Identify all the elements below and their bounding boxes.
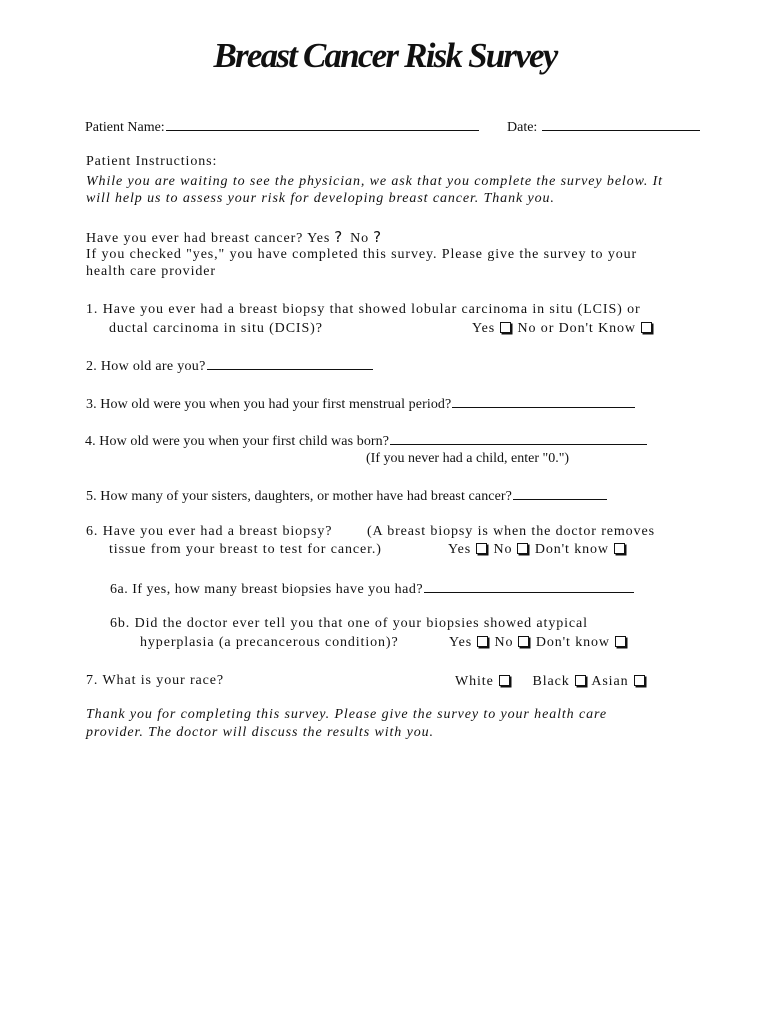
screen-note-1: If you checked "yes," you have completed this survey. Please give the survey to your [86,247,638,262]
q6b-no-label: No [494,635,514,650]
instructions-line-2: will help us to assess your risk for developing breast cancer. Thank you. [86,191,555,206]
race-black-label: Black [532,674,570,689]
date-field[interactable] [542,117,700,131]
q2-label: 2. How old are you? [86,359,206,374]
screen-yes-checkbox[interactable]: ? [334,228,344,246]
q6b-dontknow-checkbox[interactable] [615,636,626,647]
q6-dontknow-checkbox[interactable] [614,543,625,554]
closing-line-1: Thank you for completing this survey. Please give the survey to your health care [86,707,607,722]
q4-note: (If you never had a child, enter "0.") [366,451,570,466]
patient-name-field[interactable] [166,117,479,131]
q1-no-label: No or Don't Know [517,321,636,336]
patient-name-row [85,117,479,136]
q5-answer-field[interactable] [513,486,607,500]
q1-no-checkbox[interactable] [641,322,652,333]
q6-yes-label: Yes [448,542,472,557]
race-asian-label: Asian [591,674,629,689]
q6-paren: (A breast biopsy is when the doctor removes [367,524,655,539]
q3-row [86,394,635,413]
closing-line-2: provider. The doctor will discuss the results with you. [86,725,434,740]
race-black-checkbox[interactable] [575,675,586,686]
q5-row [86,486,607,505]
q6b-yes-checkbox[interactable] [477,636,488,647]
q6-options [448,542,627,558]
q6b-line-2: hyperplasia (a precancerous condition)? [140,635,399,650]
q6b-dontknow-label: Don't know [535,635,610,650]
q6a-label: 6a. If yes, how many breast biopsies have you had? [110,582,424,597]
q5-label: 5. How many of your sisters, daughters, or mother have had breast cancer? [86,489,512,504]
q4-label: 4. How old were you when your first child was born? [85,434,390,449]
q3-label: 3. How old were you when you had your first menstrual period? [86,397,452,412]
race-white-checkbox[interactable] [499,675,510,686]
q6a-row [110,579,634,598]
q6b-options [449,635,628,651]
q6a-answer-field[interactable] [424,579,634,593]
date-label: Date: [507,120,538,135]
q6b-no-checkbox[interactable] [518,636,529,647]
race-asian-checkbox[interactable] [634,675,645,686]
q6-dontknow-label: Don't know [534,542,609,557]
screen-question-row [86,228,389,247]
q7-label: 7. What is your race? [86,673,224,688]
q2-answer-field[interactable] [207,356,373,370]
q1-line-1: 1. Have you ever had a breast biopsy that showed lobular carcinoma in situ (LCIS) or [86,302,641,317]
q1-line-2: ductal carcinoma in situ (DCIS)? [109,321,323,336]
q6-line-1: 6. Have you ever had a breast biopsy? [86,524,333,539]
q6b-line-1: 6b. Did the doctor ever tell you that one of your biopsies showed atypical [110,616,588,631]
q3-answer-field[interactable] [452,394,635,408]
q7-options [455,674,647,690]
q4-answer-field[interactable] [390,431,647,445]
screen-question: Have you ever had breast cancer? Yes [86,231,331,246]
q1-options [472,321,654,337]
q6-line-2: tissue from your breast to test for cancer.) [109,542,382,557]
q1-yes-label: Yes [472,321,496,336]
q2-row [86,356,373,375]
patient-name-label: Patient Name: [85,120,165,135]
q6-no-checkbox[interactable] [517,543,528,554]
screen-no-label: No [350,231,370,246]
instructions-line-1: While you are waiting to see the physician, we ask that you complete the survey below. It [86,174,663,189]
screen-note-2: health care provider [86,264,216,279]
q4-row [85,431,647,450]
race-white-label: White [455,674,494,689]
q6b-yes-label: Yes [449,635,473,650]
screen-no-checkbox[interactable]: ? [373,228,382,246]
instructions-label: Patient Instructions: [86,154,218,169]
page-title: Breast Cancer Risk Survey [213,36,557,75]
date-row [507,117,700,136]
q6-yes-checkbox[interactable] [476,543,487,554]
q6-no-label: No [493,542,513,557]
q1-yes-checkbox[interactable] [500,322,511,333]
